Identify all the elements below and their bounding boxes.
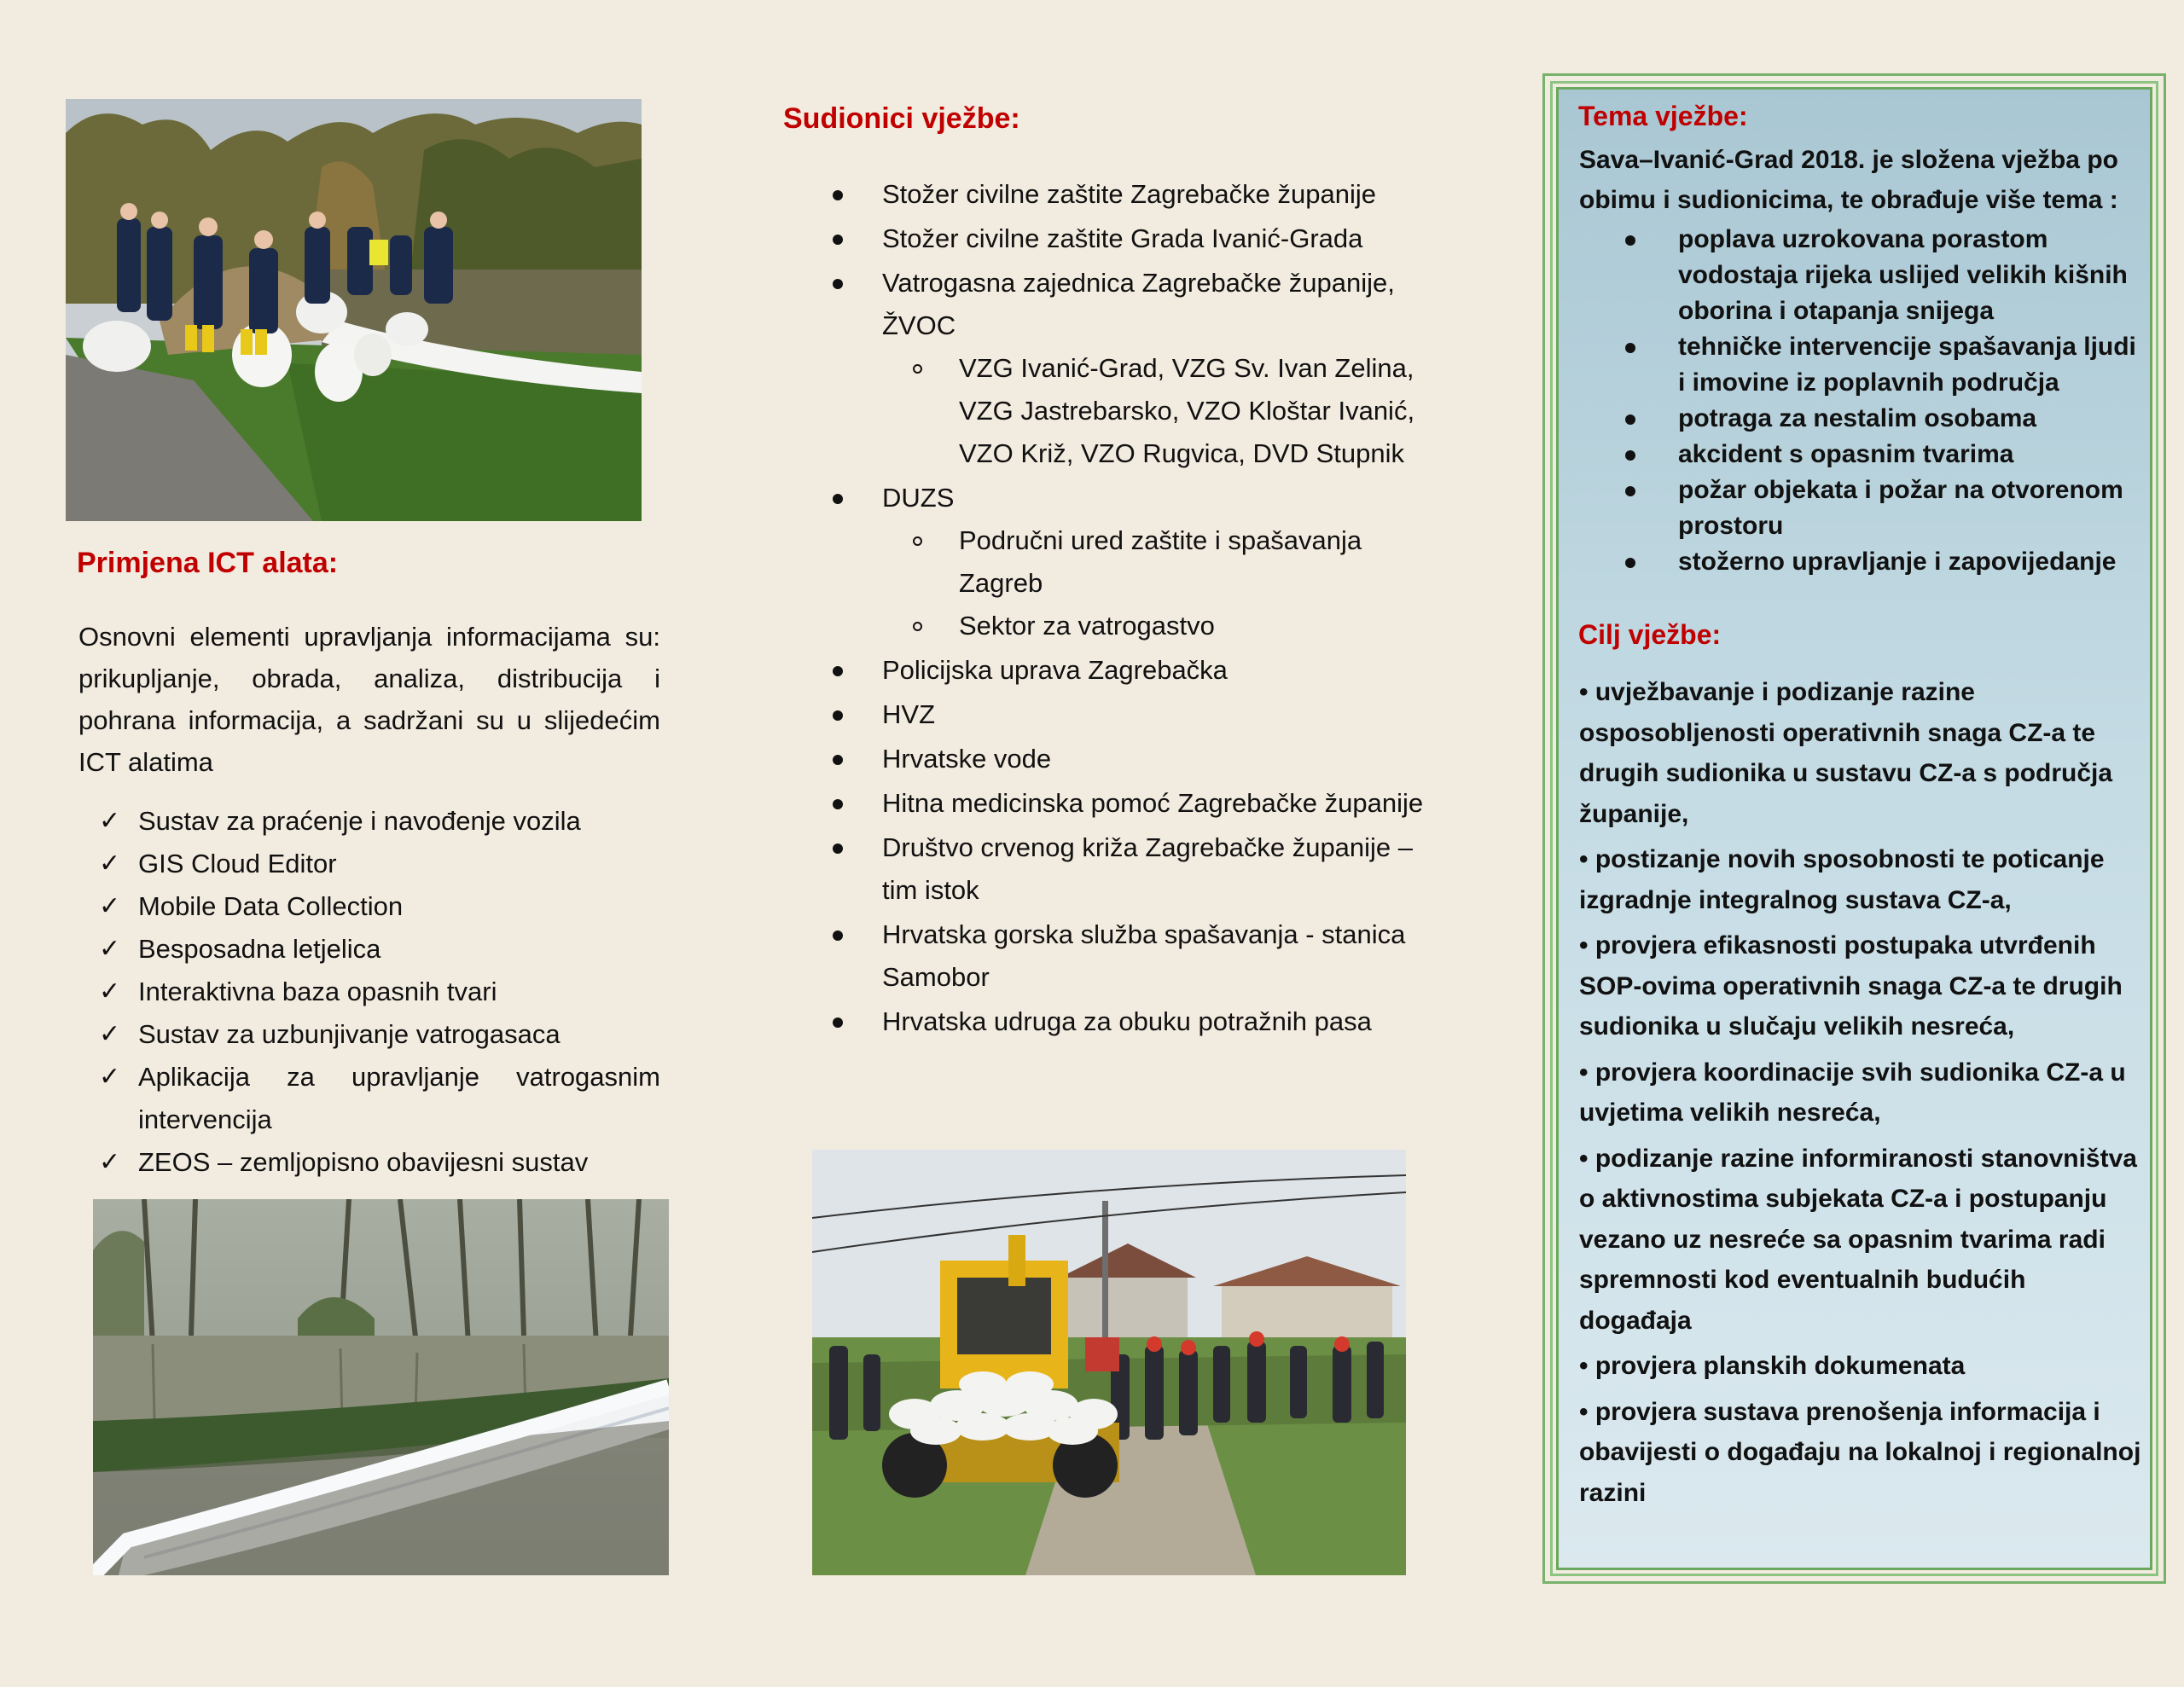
ict-tool-item xyxy=(96,800,660,843)
ict-tool-label: ZEOS – zemljopisno obavijesni sustav xyxy=(138,1147,589,1177)
bullet-icon xyxy=(833,190,843,200)
bullet-icon xyxy=(833,494,843,504)
theme-item xyxy=(1625,472,2137,544)
participant-item xyxy=(828,649,1442,692)
checkmark-icon: ✓ xyxy=(99,807,121,835)
ict-tool-label: Besposadna letjelica xyxy=(138,934,381,964)
participant-label: Stožer civilne zaštite Grada Ivanić-Grada xyxy=(882,223,1363,253)
checkmark-icon: ✓ xyxy=(99,977,121,1006)
bullet-icon xyxy=(1625,486,1635,496)
ict-tool-item xyxy=(96,843,660,885)
participant-label: HVZ xyxy=(882,699,935,729)
checkmark-icon: ✓ xyxy=(99,1148,121,1176)
participant-label: Policijska uprava Zagrebačka xyxy=(882,655,1228,685)
theme-label: stožerno upravljanje i zapovijedanje xyxy=(1678,548,2117,576)
participant-item xyxy=(828,1000,1442,1043)
ict-tool-item xyxy=(96,1056,660,1141)
participant-label: Vatrogasna zajednica Zagrebačke županije, ŽVOC xyxy=(882,268,1395,340)
participant-subitem xyxy=(882,605,1442,647)
participant-label: Hrvatska udruga za obuku potražnih pasa xyxy=(882,1006,1372,1036)
participant-item xyxy=(828,913,1442,999)
sandbag-workers-photo xyxy=(66,99,642,521)
goal-item: • provjera koordinacije svih sudionika CZ-a u uvjetima velikih nesreća, xyxy=(1579,1058,2126,1127)
goal-section-title: Cilj vježbe: xyxy=(1578,619,1722,650)
checkmark-icon: ✓ xyxy=(99,1063,121,1091)
goal-item: • podizanje razine informiranosti stanovništva o aktivnostima subjekata CZ-a i postupanju vezano uz nesreće sa opasnim tvarima radi spremnosti kod eventualnih budućih događaja xyxy=(1579,1144,2137,1335)
ict-tool-item xyxy=(96,928,660,971)
bullet-icon xyxy=(833,844,843,854)
ict-tool-item xyxy=(96,885,660,928)
theme-label: tehničke intervencije spašavanja ljudi i imovine iz poplavnih područja xyxy=(1678,333,2136,397)
participant-label: DUZS xyxy=(882,483,955,513)
ict-intro-paragraph: Osnovni elementi upravljanja informacijama su: prikupljanje, obrada, analiza, distribucija i pohrana informacija, a sadržani su u slijedećim ICT alatima xyxy=(78,622,660,777)
participant-subitem-label: Područni ured zaštite i spašavanja Zagreb xyxy=(959,525,1362,598)
participant-label: Stožer civilne zaštite Zagrebačke županije xyxy=(882,179,1376,209)
participant-label: Hrvatske vode xyxy=(882,744,1052,774)
participant-subitem xyxy=(882,519,1442,605)
ict-tool-label: Mobile Data Collection xyxy=(138,891,404,921)
theme-item xyxy=(1625,222,2137,329)
ict-tools-list xyxy=(96,800,660,1184)
theme-section-title: Tema vježbe: xyxy=(1578,101,1748,131)
bullet-icon xyxy=(1625,343,1635,353)
ict-tool-item xyxy=(96,971,660,1013)
theme-item xyxy=(1625,329,2137,401)
circle-bullet-icon xyxy=(913,364,922,374)
participants-list xyxy=(828,173,1442,1045)
bullet-icon xyxy=(833,755,843,765)
ict-tool-label: GIS Cloud Editor xyxy=(138,849,337,878)
participant-item xyxy=(828,738,1442,780)
goal-item: • provjera planskih dokumenata xyxy=(1579,1352,1966,1380)
ict-tool-label: Sustav za praćenje i navođenje vozila xyxy=(138,806,581,836)
theme-label: akcident s opasnim tvarima xyxy=(1678,440,2014,468)
bullet-icon xyxy=(833,799,843,809)
bullet-icon xyxy=(833,666,843,676)
theme-label: poplava uzrokovana porastom vodostaja rijeka uslijed velikih kišnih oborina i otapanja snijega xyxy=(1678,225,2128,325)
participant-item xyxy=(828,217,1442,260)
theme-label: požar objekata i požar na otvorenom prostoru xyxy=(1678,476,2123,540)
goal-item: • postizanje novih sposobnosti te poticanje izgradnje integralnog sustava CZ-a, xyxy=(1579,845,2105,914)
theme-list xyxy=(1625,222,2137,580)
ict-tool-item xyxy=(96,1013,660,1056)
checkmark-icon: ✓ xyxy=(99,849,121,878)
participant-item xyxy=(828,262,1442,475)
participant-label: Hrvatska gorska služba spašavanja - stanica Samobor xyxy=(882,919,1406,992)
circle-bullet-icon xyxy=(913,622,922,631)
bullet-icon xyxy=(1625,558,1635,568)
participant-label: Hitna medicinska pomoć Zagrebačke županije xyxy=(882,788,1424,818)
participant-subitem xyxy=(882,347,1442,475)
excavator-sandbags-photo xyxy=(812,1150,1406,1575)
bullet-icon xyxy=(833,930,843,941)
bullet-icon xyxy=(1625,450,1635,461)
participant-item xyxy=(828,826,1442,912)
participant-sublist xyxy=(882,519,1442,647)
ict-section-title: Primjena ICT alata: xyxy=(77,547,339,579)
theme-item xyxy=(1625,544,2137,580)
ict-tool-label: Sustav za uzbunjivanje vatrogasaca xyxy=(138,1019,561,1049)
participant-item xyxy=(828,173,1442,216)
goal-item: • uvježbavanje i podizanje razine osposobljenosti operativnih snaga CZ-a te drugih sudionika u sustavu CZ-a s područja županije, xyxy=(1579,678,2113,828)
participant-item xyxy=(828,477,1442,647)
ict-tool-item xyxy=(96,1141,660,1184)
participant-subitem-label: VZG Ivanić-Grad, VZG Sv. Ivan Zelina, VZG Jastrebarsko, VZO Kloštar Ivanić, VZO Križ, VZO Rugvica, DVD Stupnik xyxy=(959,353,1415,468)
checkmark-icon: ✓ xyxy=(99,1020,121,1048)
bullet-icon xyxy=(833,1017,843,1028)
theme-intro-text: Sava–Ivanić-Grad 2018. je složena vježba po obimu i sudionicima, te obrađuje više tema : xyxy=(1579,146,2118,214)
participant-item xyxy=(828,782,1442,825)
participants-section-title: Sudionici vježbe: xyxy=(783,102,1020,135)
theme-label: potraga za nestalim osobama xyxy=(1678,404,2037,432)
theme-item xyxy=(1625,437,2137,472)
bullet-icon xyxy=(1625,235,1635,246)
participant-item xyxy=(828,693,1442,736)
ict-tool-label: Interaktivna baza opasnih tvari xyxy=(138,977,497,1006)
goal-item: • provjera sustava prenošenja informacija i obavijesti o događaju na lokalnoj i regionalnoj razini xyxy=(1579,1397,2141,1507)
participant-subitem-label: Sektor za vatrogastvo xyxy=(959,611,1215,641)
bullet-icon xyxy=(1625,415,1635,425)
theme-item xyxy=(1625,401,2137,437)
flooded-forest-sandbags-photo xyxy=(93,1199,669,1575)
bullet-icon xyxy=(833,710,843,721)
bullet-icon xyxy=(833,235,843,245)
participant-label: Društvo crvenog križa Zagrebačke županije – tim istok xyxy=(882,832,1414,905)
checkmark-icon: ✓ xyxy=(99,935,121,963)
circle-bullet-icon xyxy=(913,536,922,546)
checkmark-icon: ✓ xyxy=(99,892,121,920)
participant-sublist xyxy=(882,347,1442,475)
bullet-icon xyxy=(833,279,843,289)
ict-tool-label: Aplikacija za upravljanje vatrogasnim intervencija xyxy=(138,1062,660,1134)
goal-item: • provjera efikasnosti postupaka utvrđenih SOP-ovima operativnih snaga CZ-a te drugih sudionika u slučaju velikih nesreća, xyxy=(1579,931,2123,1041)
goal-list xyxy=(1579,672,2142,1518)
